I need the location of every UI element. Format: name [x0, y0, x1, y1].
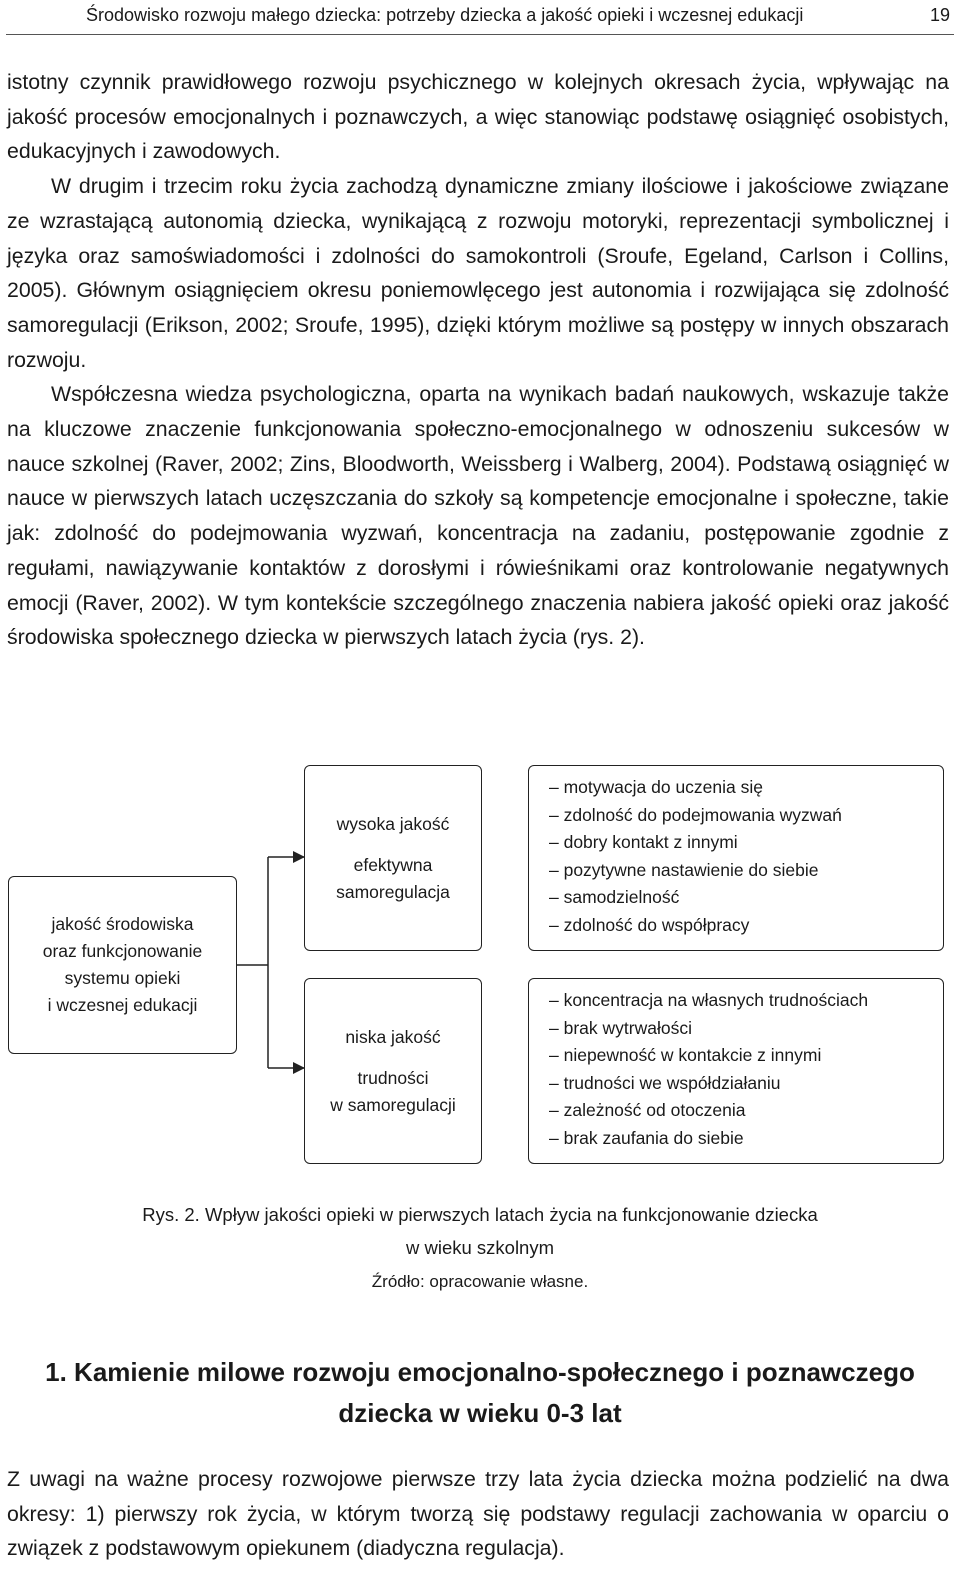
low-quality-line: w samoregulacji	[330, 1094, 456, 1115]
low-outcome-item: – zależność od otoczenia	[549, 1100, 746, 1121]
care-quality-line: oraz funkcjonowanie	[42, 941, 203, 961]
high-outcome-item: – dobry kontakt z innymi	[549, 832, 738, 853]
low-quality-box	[304, 978, 482, 1164]
high-outcomes-box	[528, 765, 944, 951]
high-outcome-item: – zdolność do podejmowania wyzwań	[549, 804, 842, 825]
figure-source: Źródło: opracowanie własne.	[371, 1272, 589, 1291]
high-outcome-item: – motywacja do uczenia się	[549, 777, 763, 797]
low-outcome-item: – brak zaufania do siebie	[549, 1127, 744, 1148]
high-outcome-item: – pozytywne nastawienie do siebie	[549, 859, 819, 880]
section-heading-line: dziecka w wieku 0-3 lat	[338, 1398, 622, 1428]
high-quality-box	[304, 765, 482, 951]
high-quality-line: samoregulacja	[336, 881, 450, 902]
low-outcome-item: – koncentracja na własnych trudnościach	[549, 990, 869, 1010]
care-quality-line: i wczesnej edukacji	[47, 995, 198, 1015]
care-quality-line: systemu opieki	[64, 968, 181, 988]
paragraph-3: Współczesna wiedza psychologiczna, oparta na wynikach badań naukowych, wskazuje także na kluczowe znaczenie funkcjonowania społeczno-emocjonalnego w odnoszeniu sukcesów w nauce szkolnej (Raver, 2002; Zins, Bloodworth, Weissberg i Walberg, 2004). Podstawą osiągnięć w nauce w pierwszych latach uczęszczania do szkoły są kompetencje emocjonalne i społeczne, takie jak: zdolność do podejmowania wyzwań, koncentracja na zadaniu, postępowanie zgodnie z regułami, nawiązywanie kontaktów z dorosłymi i rówieśnikami oraz kontrolowanie negatywnych emocji (Raver, 2002). W tym kontekście szczególnego znaczenia nabiera jakość opieki oraz jakość środowiska społecznego dziecka w pierwszych latach życia (rys. 2).	[7, 382, 949, 650]
low-outcome-item: – brak wytrwałości	[549, 1017, 692, 1038]
high-outcome-item: – zdolność do współpracy	[549, 914, 750, 935]
high-quality-title: wysoka jakość	[336, 813, 450, 834]
paragraph-2: W drugim i trzecim roku życia zachodzą dynamiczne zmiany ilościowe i jakościowe związane ze wzrastającą autonomią dziecka, wynikającą z rozwoju motoryki, reprezentacji symbolicznej i języka oraz samoświadomości i zdolności do samokontroli (Sroufe, Egeland, Carlson i Collins, 2005). Głównym osiągnięciem okresu poniemowlęcego jest autonomia i rozwijająca się zdolność samoregulacji (Erikson, 2002; Sroufe, 1995), dzięki którym możliwe są postępy w innych obszarach rozwoju.	[7, 174, 949, 372]
low-outcomes-box	[528, 978, 944, 1164]
figure-caption-line: Rys. 2. Wpływ jakości opieki w pierwszych latach życia na funkcjonowanie dziecka	[142, 1204, 818, 1225]
section-heading-line: 1. Kamienie milowe rozwoju emocjonalno-społecznego i poznawczego	[45, 1357, 915, 1387]
section-heading	[0, 1352, 960, 1434]
low-quality-title: niska jakość	[345, 1026, 441, 1047]
high-outcome-item: – samodzielność	[549, 887, 680, 908]
page-number: 19	[929, 5, 950, 25]
paragraph-1: istotny czynnik prawidłowego rozwoju psychicznego w kolejnych okresach życia, wpływając na jakość procesów emocjonalnych i poznawczych, a więc stanowiąc podstawę osiągnięć osobistych, edukacyjnych i zawodowych.	[7, 70, 949, 164]
figure-caption-line: w wieku szkolnym	[405, 1237, 555, 1258]
low-quality-line: trudności	[357, 1067, 429, 1088]
low-outcome-item: – niepewność w kontakcie z innymi	[549, 1045, 822, 1066]
care-quality-box	[8, 876, 237, 1054]
paragraph-4: Z uwagi na ważne procesy rozwojowe pierwsze trzy lata życia dziecka można podzielić na dwa okresy: 1) pierwszy rok życia, w którym tworzą się podstawy regulacji zachowania w oparciu o związek z podstawowym opiekunem (diadyczna regulacja).	[7, 1467, 949, 1561]
outro-text	[7, 1462, 949, 1566]
low-outcome-item: – trudności we współdziałaniu	[549, 1072, 781, 1093]
figure-caption	[0, 1198, 960, 1264]
high-quality-line: efektywna	[353, 854, 433, 875]
header-title: Środowisko rozwoju małego dziecka: potrzeby dziecka a jakość opieki i wczesnej edukacji	[86, 5, 804, 25]
care-quality-line: jakość środowiska	[51, 914, 194, 934]
